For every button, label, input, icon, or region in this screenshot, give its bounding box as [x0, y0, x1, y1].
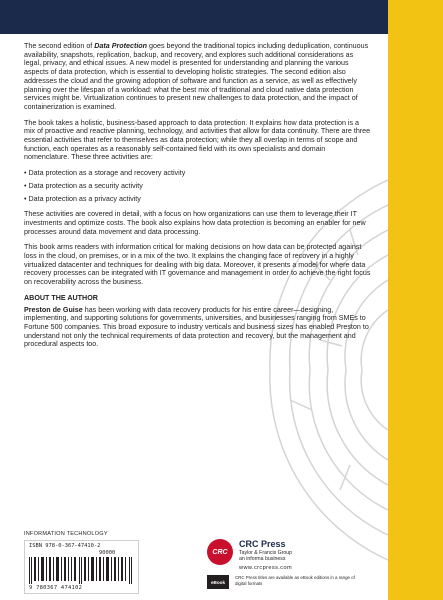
price-code: 90000	[99, 550, 116, 556]
barcode-icon	[29, 557, 133, 584]
barcode-block	[24, 540, 139, 594]
activities-paragraph: These activities are covered in detail, with a focus on how organizations can use them to leverage their IT investments and optimize costs. The book also explains how data protection is becoming an enabler for new processes around data movement and data processing.	[24, 210, 366, 236]
intro-body: goes beyond the traditional topics including deduplication, continuous availability, snapshots, replication, backup, and recovery, and explores such additional considerations as legal, privacy, and ethical issues. A new model is presented for understanding and planning the various aspects of data protection, which is essential to developing holistic strategies. The second edition also addresses the cloud and the growing adoption of software and function as a service, as well as effectively planning over the lifespan of a workload: what the best mix of traditional and cloud native data protection services might be. Virtualization continues to present new challenges to data protection, and the impact of containerization is examined.	[24, 42, 369, 111]
about-author-heading: ABOUT THE AUTHOR	[24, 293, 98, 302]
author-bio-paragraph	[24, 306, 372, 350]
bullet-item: • Data protection as a security activity	[24, 181, 143, 190]
crc-logo-icon: CRC	[207, 539, 233, 565]
approach-paragraph: The book takes a holistic, business-based approach to data protection. It explains how data protection is a mix of proactive and reactive planning, technology, and activities that allow for data continuity. There are three essential activities that refer to themselves as data protection; while they all overlap in terms of scope and function, each operates as a reasonably self-contained field with its own specialists and domain nomenclature. These three activities are:	[24, 118, 371, 162]
cover-body-text	[24, 42, 372, 356]
publisher-url: www.crcpress.com	[239, 565, 293, 571]
publisher-logo-block	[207, 539, 367, 595]
intro-lead: The second edition of	[24, 42, 95, 50]
bullet-item: • Data protection as a storage and recovery activity	[24, 169, 186, 178]
intro-paragraph	[24, 42, 372, 112]
subject-category: INFORMATION TECHNOLOGY	[24, 531, 108, 537]
readers-paragraph: This book arms readers with information critical for making decisions on how data can be protected against loss in the cloud, on premises, or in a mix of the two. It explains the changing face of recovery in a highly virtualized datacenter and techniques for dealing with big data. Moreover, it presents a model for where data recovery processes can be integrated with IT governance and management in order to achieve the right focus on recoverability across the business.	[24, 243, 371, 287]
book-title-inline: Data Protection	[94, 42, 148, 50]
author-name: Preston de Guise	[24, 305, 83, 314]
author-bio: has been working with data recovery products for his entire career—designing, implementing, and supporting solutions for governments, universities, and businesses ranging from SMEs to Fortune 500 companies. This broad exposure to industry verticals and business sizes has enabled Preston to understand not only the technical requirements of data protection and recovery, but the management and procedural aspects too.	[24, 305, 369, 349]
ebook-note: CRC Press titles are available as eBook editions in a range of digital formats	[235, 575, 355, 586]
isbn-text: ISBN 978-0-367-47410-2	[29, 543, 101, 549]
ebook-icon: eBook	[207, 575, 229, 589]
publisher-name: CRC Press	[239, 539, 286, 549]
top-dark-band	[0, 0, 388, 34]
publisher-brand: an informa business	[239, 556, 286, 562]
publisher-group: Taylor & Francis Group	[239, 550, 293, 556]
yellow-spine-strip	[388, 0, 443, 600]
cover-footer	[24, 531, 372, 595]
barcode-digits: 9 780367 474102	[29, 585, 83, 591]
bullet-item: • Data protection as a privacy activity	[24, 194, 141, 203]
